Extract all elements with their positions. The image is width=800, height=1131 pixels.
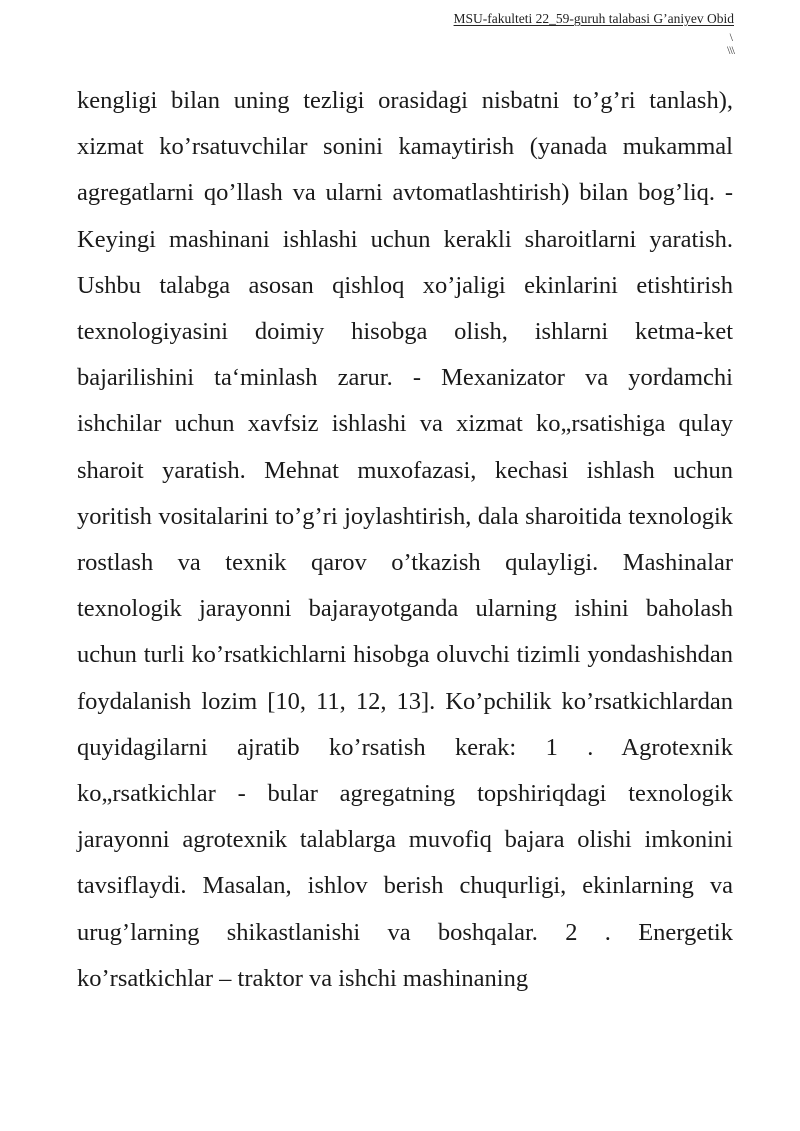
page-header [454,10,734,57]
body-paragraph: kengligi bilan uning tezligi orasidagi nisbatni to’g’ri tanlash), xizmat ko’rsatuvchilar sonini kamaytirish (yanada mukammal agregatlarni qo’llash va ularni avtomatlashtirish) bilan bog’liq. - Keyingi mashinani ishlashi uchun kerakli sharoitlarni yaratish. Ushbu talabga asosan qishloq xo’jaligi ekinlarini etishtirish texnologiyasini doimiy hisobga olish, ishlarni ketma-ket bajarilishini ta‘minlash zarur. - Mexanizator va yordamchi ishchilar uchun xavfsiz ishlashi va xizmat ko„rsatishiga qulay sharoit yaratish. Mehnat muxofazasi, kechasi ishlash uchun yoritish vositalarini to’g’ri joylashtirish, dala sharoitida texnologik rostlash va texnik qarov o’tkazish qulayligi. Mashinalar texnologik jarayonni bajarayotganda ularning ishini baholash uchun turli ko’rsatkichlarni hisobga oluvchi tizimli yondashishdan foydalanish lozim [10, 11, 12, 13]. Ko’pchilik ko’rsatkichlardan quyidagilarni ajratib ko’rsatish kerak: 1 . Agrotexnik ko„rsatkichlar - bular agregatning topshiriqdagi texnologik jarayonni agrotexnik talablarga muvofiq bajara olishi imkonini tavsiflaydi. Masalan, ishlov berish chuqurligi, ekinlarning va urug’larning shikastlanishi va boshqalar. 2 . Energetik ko’rsatkichlar – traktor va ishchi mashinaning [77,87,733,992]
header-marks [454,31,734,57]
header-mark-triple: \\\ [726,43,734,57]
document-body [77,78,733,1002]
header-mark-small: \ [729,30,732,44]
header-author-line: MSU-fakulteti 22_59-guruh talabasi G’aniyev Obid [453,11,734,26]
